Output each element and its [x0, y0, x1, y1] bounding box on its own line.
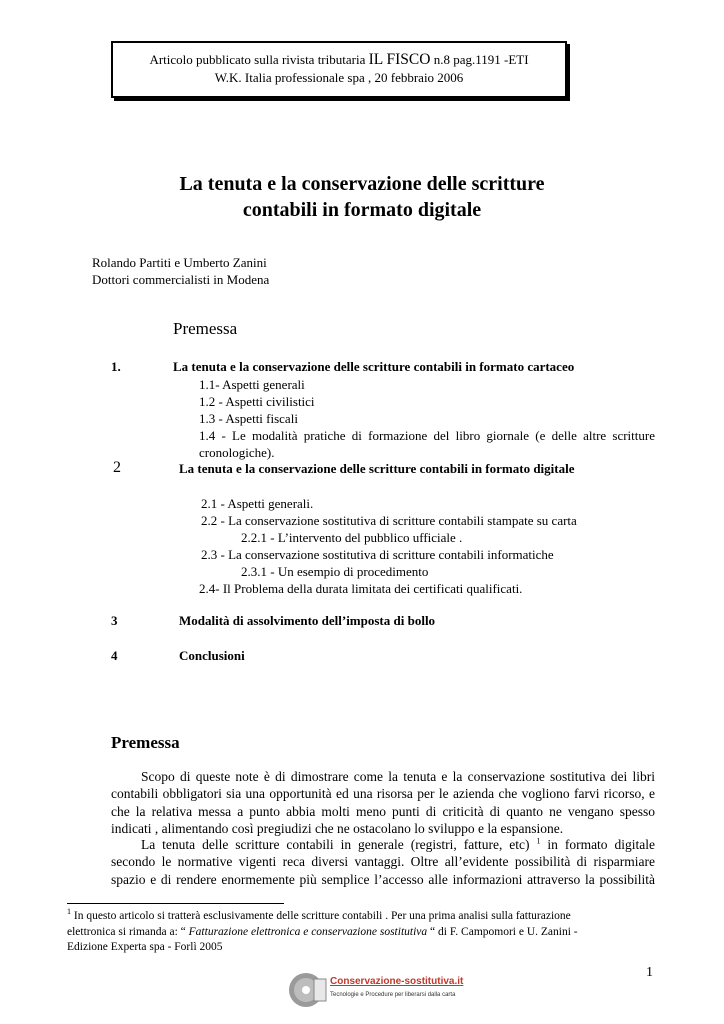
body-text: La tenuta delle scritture contabili in generale (registri, fatture, etc): [141, 837, 537, 852]
toc-section-3-number: 3: [111, 613, 118, 628]
body-line: spazio e di rendere enormemente più semplice l’accesso alle informazioni attraverso la possibilità: [111, 871, 655, 887]
body-paragraph-1: [111, 768, 655, 838]
footnote-line: Edizione Experta spa - Forlì 2005: [67, 941, 223, 953]
footnote-text: elettronica si rimanda a: “: [67, 925, 189, 938]
author-role: Dottori commercialisti in Modena: [92, 272, 270, 287]
page-number: 1: [646, 965, 653, 980]
toc-section-1-number: 1.: [111, 359, 121, 374]
toc-item-1-3: 1.3 - Aspetti fiscali: [199, 411, 298, 426]
publication-header-box: [111, 41, 567, 98]
document-title-line-2: contabili in formato digitale: [242, 199, 482, 221]
toc-item-2-1: 2.1 - Aspetti generali.: [201, 496, 314, 511]
toc-item-1-2: 1.2 - Aspetti civilistici: [199, 394, 315, 409]
disc-icon: [288, 970, 328, 1010]
publication-info-text: Articolo pubblicato sulla rivista tributaria: [149, 52, 369, 67]
toc-item-2-4: 2.4- Il Problema della durata limitata dei certificati qualificati.: [199, 581, 523, 596]
toc-item-2-2-1: 2.2.1 - L’intervento del pubblico ufficiale .: [241, 530, 463, 545]
footnote-line: [67, 909, 657, 925]
author-names: Rolando Partiti e Umberto Zanini: [92, 255, 267, 270]
body-text: in formato digitale: [540, 837, 655, 852]
cited-book-title: Fatturazione elettronica e conservazione sostitutiva: [188, 925, 428, 938]
toc-item-2-3-1: 2.3.1 - Un esempio di procedimento: [241, 564, 429, 579]
body-line: secondo le normative vigenti reca diversi vantaggi. Oltre all’evidente possibilità di risparmiare: [111, 854, 655, 870]
site-logo: [288, 968, 464, 1012]
body-line: Scopo di queste note è di dimostrare come la tenuta e la conservazione sostitutiva dei libri: [141, 769, 655, 784]
footnote-reference: 1: [536, 836, 541, 846]
toc-section-4-title: Conclusioni: [179, 648, 245, 663]
body-line: indicati , alimentando così pregiudizi che ne ostacolano lo sviluppo e la espansione.: [111, 821, 564, 837]
footnote-text: In questo articolo si tratterà esclusivamente delle scritture contabili . Per una prima analisi sulla fatturazione: [71, 910, 571, 922]
toc-item-2-2: 2.2 - La conservazione sostitutiva di scritture contabili stampate su carta: [201, 513, 577, 528]
footnote-text: “ di F. Campomori e U. Zanini -: [427, 925, 578, 938]
publication-issue: n.8 pag.1191 -ETI: [430, 52, 529, 67]
body-line: [111, 836, 655, 853]
footnote-line: [67, 925, 657, 941]
footnote-number: 1: [67, 907, 71, 917]
toc-item-1-1: 1.1- Aspetti generali: [199, 377, 305, 392]
footnote-separator: [67, 903, 284, 904]
toc-section-3-title: Modalità di assolvimento dell’imposta di bollo: [179, 613, 436, 628]
logo-tagline: Tecnologie e Procedure per liberarsi dalla carta: [330, 992, 456, 998]
toc-section-4-number: 4: [111, 648, 118, 663]
document-title-line-1: La tenuta e la conservazione delle scritture: [179, 173, 545, 195]
body-line: che la relativa messa a punto abbia molti meno punti di criticità di quanto ne vengano spesso: [111, 803, 655, 819]
logo-name: Conservazione-sostitutiva.it: [330, 976, 464, 987]
section-heading-premessa: Premessa: [111, 733, 180, 752]
toc-section-2-title: La tenuta e la conservazione delle scritture contabili in formato digitale: [179, 461, 575, 476]
footnote: [67, 909, 657, 956]
publication-info-line-2: W.K. Italia professionale spa , 20 febbraio 2006: [214, 70, 464, 85]
toc-section-1-title: La tenuta e la conservazione delle scritture contabili in formato cartaceo: [173, 359, 575, 374]
body-paragraph-2: [111, 836, 655, 888]
toc-premessa: Premessa: [173, 319, 238, 338]
toc-item-1-4: 1.4 - Le modalità pratiche di formazione del libro giornale (e delle altre scritture cronologiche).: [199, 428, 655, 460]
body-line: contabili obbligatori sia una opportunità ed una risorsa per le azienda che vogliono farvi ricorso, e: [111, 786, 655, 802]
publication-info-line-1: [113, 51, 565, 69]
magazine-name: IL FISCO: [368, 51, 431, 68]
toc-item-2-3: 2.3 - La conservazione sostitutiva di scritture contabili informatiche: [201, 547, 554, 562]
toc-section-2-number: 2: [113, 459, 121, 476]
